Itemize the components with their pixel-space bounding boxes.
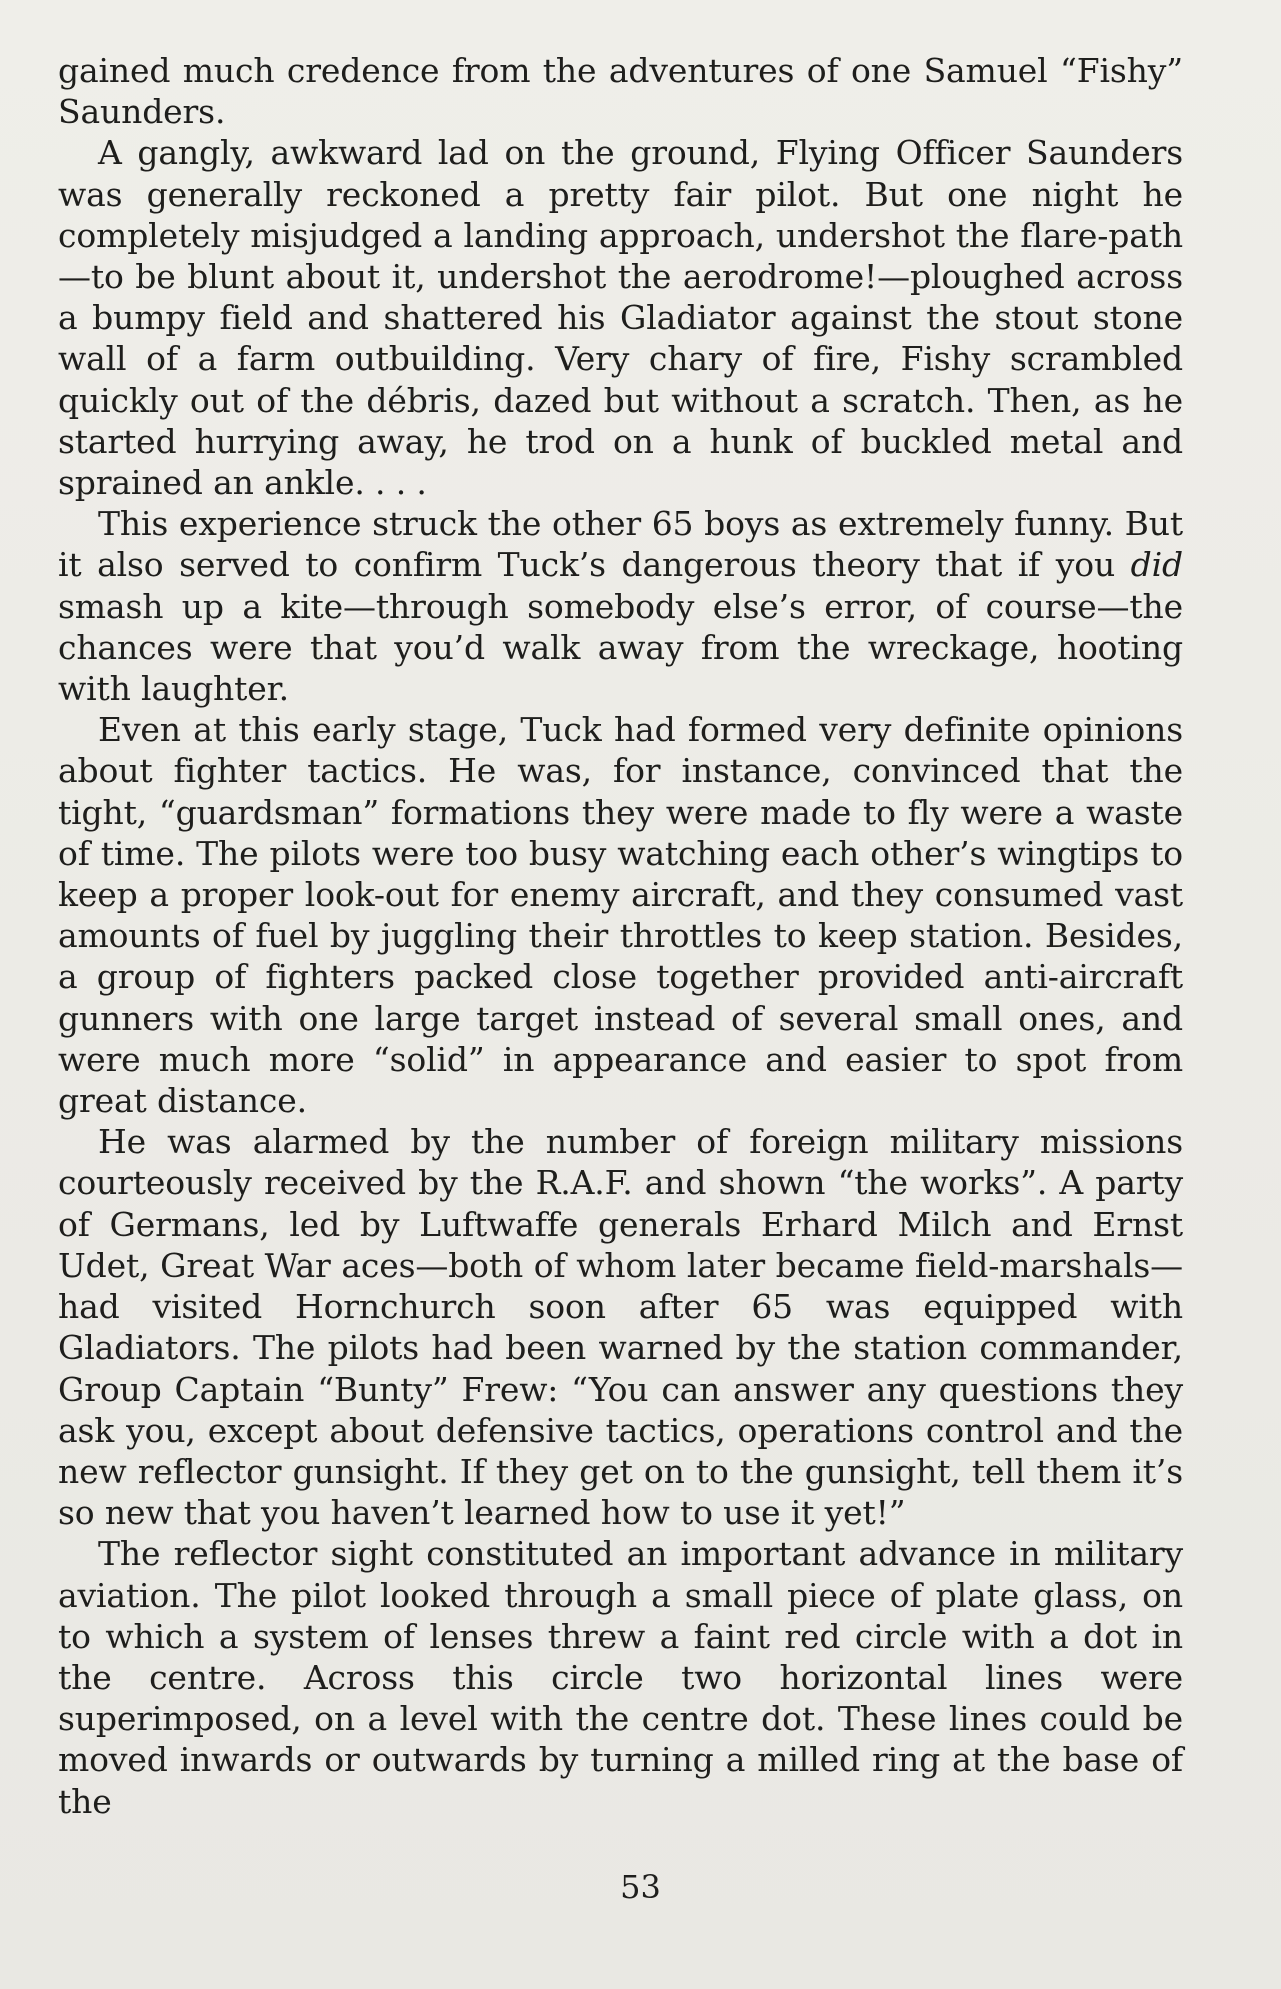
paragraph-reflector-sight: The reflector sight constituted an important advance in military aviation. The pilot looked through a small piece of plate glass, on to which a system of lenses threw a faint red circle with a dot in the centre. Across this circle two horizontal lines were superimposed, on a level with the centre dot. These lines could be moved inwards or outwards by turning a milled ring at the base of the: [58, 1534, 1183, 1821]
paragraph-text-before: This experience struck the other 65 boys as extremely funny. But it also served to confirm Tuck’s dangerous theory that if you: [58, 504, 1183, 585]
paragraph-saunders-crash: A gangly, awkward lad on the ground, Flying Officer Saunders was generally reckoned a pretty fair pilot. But one night he completely misjudged a landing approach, undershot the flare-path—to be blunt about it, undershot the aerodrome!—ploughed across a bumpy field and shattered his Gladiator against the stout stone wall of a farm outbuilding. Very chary of fire, Fishy scrambled quickly out of the débris, dazed but without a scratch. Then, as he started hurrying away, he trod on a hunk of buckled metal and sprained an ankle. . . .: [58, 133, 1183, 503]
paragraph-tuck-theory: [58, 503, 1183, 709]
paragraph-foreign-missions: He was alarmed by the number of foreign military missions courteously received by the R.A.F. and shown “the works”. A party of Germans, led by Luftwaffe generals Erhard Milch and Ernst Udet, Great War aces—both of whom later became field-marshals—had visited Hornchurch soon after 65 was equipped with Gladiators. The pilots had been warned by the station commander, Group Captain “Bunty” Frew: “You can answer any questions they ask you, except about defensive tactics, operations control and the new reflector gunsight. If they get on to the gunsight, tell them it’s so new that you haven’t learned how to use it yet!”: [58, 1122, 1183, 1533]
paragraph-continued: gained much credence from the adventures of one Samuel “Fishy” Saunders.: [58, 51, 1183, 132]
paragraph-text-after: smash up a kite—through somebody else’s error, of course—the chances were that you’d walk away from the wreckage, hooting with laughter.: [58, 586, 1183, 709]
emphasis-did: did: [1130, 545, 1183, 585]
page-number: 53: [620, 1868, 661, 1906]
paragraph-fighter-tactics: Even at this early stage, Tuck had formed very definite opinions about fighter tactics. He was, for instance, convinced that the tight, “guardsman” formations they were made to fly were a waste of time. The pilots were too busy watching each other’s wingtips to keep a proper look-out for enemy aircraft, and they consumed vast amounts of fuel by juggling their throttles to keep station. Besides, a group of fighters packed close together provided anti-aircraft gunners with one large target instead of several small ones, and were much more “solid” in appearance and easier to spot from great distance.: [58, 710, 1183, 1121]
body-text: [58, 50, 1183, 1822]
